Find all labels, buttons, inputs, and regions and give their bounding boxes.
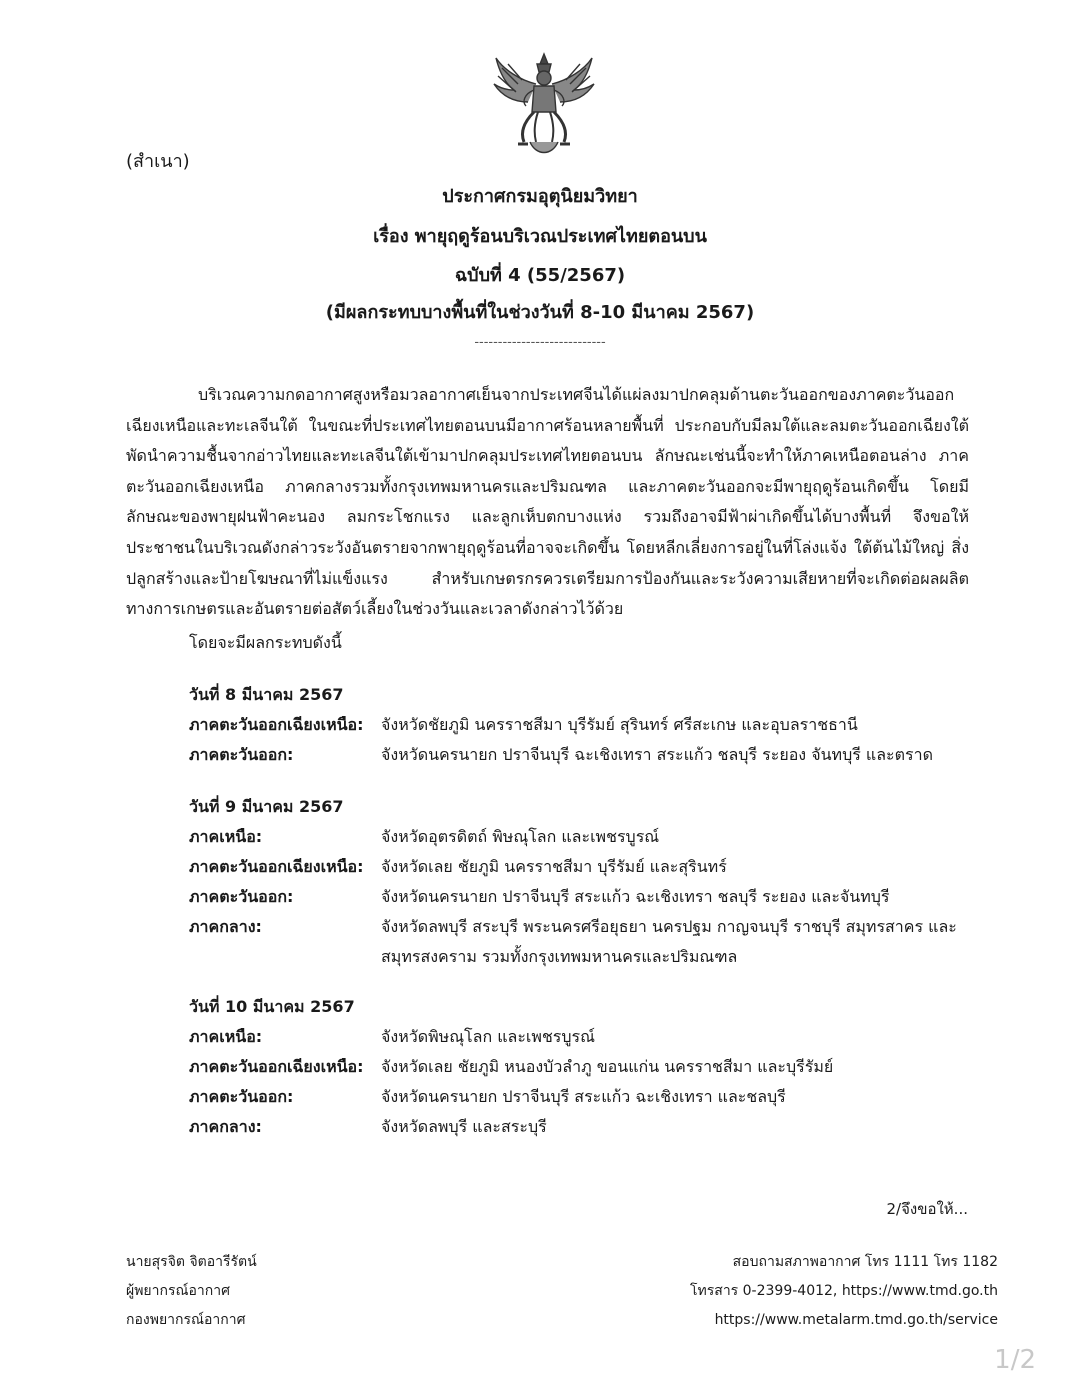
announcement-subject: เรื่อง พายุฤดูร้อนบริเวณประเทศไทยตอนบน [373,226,707,247]
province-list: จังหวัดเลย ชัยภูมิ นครราชสีมา บุรีรัมย์ และสุรินทร์ [381,857,727,876]
continuation-note: 2/จึงขอให้... [886,1200,968,1218]
region-label: ภาคตะวันออกเฉียงเหนือ: [189,715,364,734]
contact-phone: สอบถามสภาพอากาศ โทร 1111 โทร 1182 [732,1254,998,1270]
region-label: ภาคตะวันออกเฉียงเหนือ: [189,857,364,876]
province-list: จังหวัดลพบุรี และสระบุรี [381,1117,547,1136]
impact-entry [189,1022,969,1052]
announcement-effective-period: (มีผลกระทบบางพื้นที่ในช่วงวันที่ 8-10 มีนาคม 2567) [325,302,755,323]
region-label: ภาคตะวันออก: [189,745,294,764]
province-list: จังหวัดนครนายก ปราจีนบุรี ฉะเชิงเทรา สระแก้ว ชลบุรี ระยอง จันทบุรี และตราด [381,745,933,764]
province-list: จังหวัดเลย ชัยภูมิ หนองบัวลำภู ขอนแก่น นครราชสีมา และบุรีรัมย์ [381,1057,834,1076]
impact-entry [189,740,969,770]
body-paragraph: บริเวณความกดอากาศสูงหรือมวลอากาศเย็นจากประเทศจีนได้แผ่ลงมาปกคลุมด้านตะวันออกของภาคตะวันออกเฉียงเหนือและทะเลจีนใต้ ในขณะที่ประเทศไทยตอนบนมีอากาศร้อนหลายพื้นที่ ประกอบกับมีลมใต้และลมตะวันออกเฉียงใต้พัดนำความชื้นจากอ่าวไทยและทะเลจีนใต้เข้ามาปกคลุมประเทศไทยตอนบน ลักษณะเช่นนี้จะทำให้ภาคเหนือตอนล่าง ภาคตะวันออกเฉียงเหนือ ภาคกลางรวมทั้งกรุงเทพมหานครและปริมณฑล และภาคตะวันออกจะมีพายุฤดูร้อนเกิดขึ้น โดยมีลักษณะของพายุฝนฟ้าคะนอง ลมกระโชกแรง และลูกเห็บตกบางแห่ง รวมถึงอาจมีฟ้าผ่าเกิดขึ้นได้บางพื้นที่ จึงขอให้ประชาชนในบริเวณดังกล่าวระวังอันตรายจากพายุฤดูร้อนที่อาจจะเกิดขึ้น โดยหลีกเลี่ยงการอยู่ในที่โล่งแจ้ง ใต้ต้นไม้ใหญ่ สิ่งปลูกสร้างและป้ายโฆษณาที่ไม่แข็งแรง สำหรับเกษตรกรควรเตรียมการป้องกันและระวังความเสียหายที่จะเกิดต่อผลผลิตทางการเกษตรและอันตรายต่อสัตว์เลี้ยงในช่วงวันและเวลาดังกล่าวไว้ด้วย [126,385,969,619]
impact-day-section [189,792,969,972]
impact-entry [189,852,969,882]
province-list: จังหวัดชัยภูมิ นครราชสีมา บุรีรัมย์ สุรินทร์ ศรีสะเกษ และอุบลราชธานี [381,715,858,734]
title-separator: ---------------------------- [474,335,606,350]
impact-entry [189,710,969,740]
forecaster-position: ผู้พยากรณ์อากาศ [126,1283,230,1299]
forecaster-division: กองพยากรณ์อากาศ [126,1312,246,1328]
contact-fax-website: โทรสาร 0-2399-4012, https://www.tmd.go.th [690,1283,998,1299]
region-label: ภาคเหนือ: [189,827,263,846]
impact-intro: โดยจะมีผลกระทบดังนี้ [189,633,342,652]
province-list: จังหวัดพิษณุโลก และเพชรบูรณ์ [381,1027,595,1046]
region-label: ภาคเหนือ: [189,1027,263,1046]
announcement-issue-number: ฉบับที่ 4 (55/2567) [454,265,626,286]
contact-service-url: https://www.metalarm.tmd.go.th/service [714,1312,998,1328]
province-list: จังหวัดอุตรดิตถ์ พิษณุโลก และเพชรบูรณ์ [381,827,660,846]
announcement-issuer: ประกาศกรมอุตุนิยมวิทยา [442,186,638,207]
copy-label: (สำเนา) [126,151,190,172]
region-label: ภาคกลาง: [189,917,262,936]
impact-entry [189,822,969,852]
forecaster-name: นายสุรจิต จิตอารีรัตน์ [126,1254,257,1270]
impact-entry [189,912,969,972]
region-label: ภาคตะวันออก: [189,1087,294,1106]
contact-block [690,1248,998,1335]
garuda-emblem-icon [490,50,598,160]
impact-day-date: วันที่ 10 มีนาคม 2567 [189,997,355,1016]
impact-day-section [189,992,969,1142]
page-indicator: 1/2 [994,1345,1036,1375]
impact-entry [189,1112,969,1142]
impact-day-section [189,680,969,770]
region-label: ภาคตะวันออก: [189,887,294,906]
impact-day-date: วันที่ 9 มีนาคม 2567 [189,797,344,816]
impact-entry [189,1082,969,1112]
impact-entry [189,882,969,912]
region-label: ภาคกลาง: [189,1117,262,1136]
province-list: จังหวัดนครนายก ปราจีนบุรี สระแก้ว ฉะเชิงเทรา และชลบุรี [381,1087,786,1106]
signature-block [126,1248,257,1335]
province-list: จังหวัดนครนายก ปราจีนบุรี สระแก้ว ฉะเชิงเทรา ชลบุรี ระยอง และจันทบุรี [381,887,890,906]
region-label: ภาคตะวันออกเฉียงเหนือ: [189,1057,364,1076]
impact-day-date: วันที่ 8 มีนาคม 2567 [189,685,344,704]
province-list: จังหวัดลพบุรี สระบุรี พระนครศรีอยุธยา นครปฐม กาญจนบุรี ราชบุรี สมุทรสาคร และสมุทรสงคราม รวมทั้งกรุงเทพมหานครและปริมณฑล [381,917,957,966]
impact-entry [189,1052,969,1082]
